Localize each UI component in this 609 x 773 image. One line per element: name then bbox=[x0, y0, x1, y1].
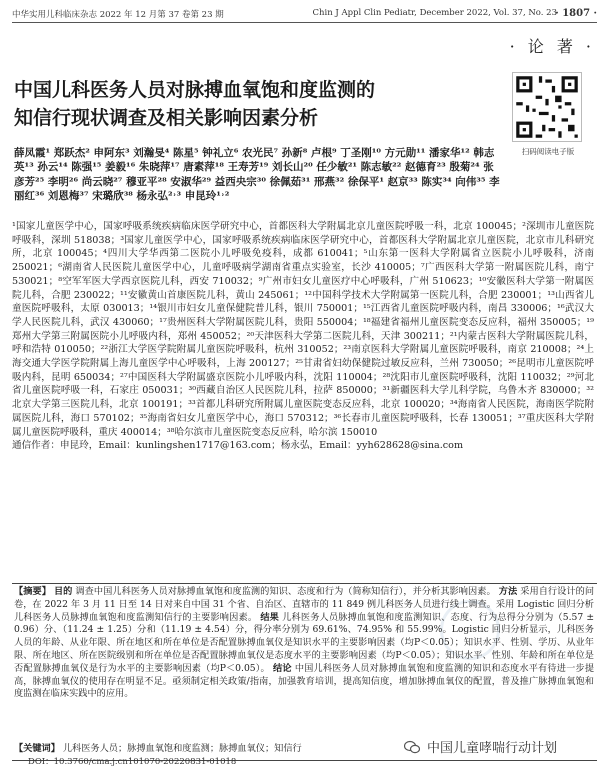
methods-label: 方法 bbox=[498, 586, 518, 597]
results-text: 儿科医务人员脉搏血氧饱和度监测知识、态度、行为总得分分别为（5.57 ± 0.96）分、（11.24 ± 1.25）分和（11.19 ± 4.54）分，得分率分别为 69.61%、74.95% 和 55.99%。Logistic 回归分析显示，儿科医务人员的年龄、从业年限、所在地区和所在单位是否配置脉搏血氧仪是知识水平的主要影响因素（均P＜0.05）；知识水平、性别、学历、从业年限、所在地区、所在医院级别和所在单位是否配置脉搏血氧仪是态度水平的主要影响因素（均P＜0.05）；知识水平、性别、年龄和所在单位是否配置脉搏血氧仪是行为水平的主要影响因素（均P＜0.05）。 bbox=[14, 611, 595, 674]
title-line-2: 知信行现状调查及相关影响因素分析 bbox=[14, 107, 319, 129]
article-title bbox=[14, 76, 454, 132]
qr-code-icon[interactable] bbox=[512, 72, 582, 142]
page-number: · 1807 · bbox=[555, 8, 597, 19]
keywords-label: 【关键词】 bbox=[14, 743, 60, 754]
abstract-label: 【摘要】 bbox=[14, 586, 51, 597]
doi[interactable]: DOI：10.3760/cma.j.cn101070-20220831-01018 bbox=[28, 757, 237, 767]
objective-text: 调查中国儿科医务人员对脉搏血氧饱和度监测的知识、态度和行为（简称知信行），并分析其影响因素。 bbox=[75, 586, 496, 597]
results-label: 结果 bbox=[260, 611, 280, 623]
keywords-text: 儿科医务人员；脉搏血氧饱和度监测；脉搏血氧仪；知信行 bbox=[62, 743, 302, 754]
account-brand: 中国儿童哮喘行动计划 bbox=[427, 741, 558, 756]
qr-caption: 扫码阅读电子版 bbox=[521, 147, 575, 156]
conclusion-label: 结论 bbox=[273, 662, 292, 674]
affiliations-block bbox=[12, 220, 594, 453]
running-header bbox=[12, 8, 597, 22]
title-line-1: 中国儿科医务人员对脉搏血氧饱和度监测的 bbox=[14, 79, 376, 101]
journal-header-cn: 中华实用儿科临床杂志 2022 年 12 月第 37 卷第 23 期 bbox=[12, 10, 224, 20]
abstract bbox=[14, 586, 594, 701]
journal-header-en: Chin J Appl Clin Pediatr, December 2022, Vol. 37, No. 23 bbox=[312, 8, 557, 18]
affiliations: ¹国家儿童医学中心，国家呼吸系统疾病临床医学研究中心，首都医科大学附属北京儿童医院呼吸一科，北京 100045；²深圳市儿童医院呼吸科，深圳 518038；³国家儿童医学中心，国家呼吸系统疾病临床医学研究中心，首都医科大学附属北京儿童医院，北京市儿科研究所，北京 100045；⁴四川大学华西第二医院小儿呼吸免疫科，成都 610041；⁵山东第一医科大学附属省立医院小儿呼吸科，济南 250021；⁶湖南省人民医院儿童医学中心，儿童呼吸病学湖南省重点实验室，长沙 410005；⁷广西医科大学第一附属医院儿科，南宁 530021；⁸空军军医大学西京医院儿科，西安 710032；⁹广州市妇女儿童医疗中心呼吸科，广州 510623；¹⁰安徽医科大学第一附属医院儿科，合肥 230022；¹¹安徽黄山首康医院儿科，黄山 245061；¹²中国科学技术大学附属第一医院儿科，合肥 230001；¹³山西省儿童医院呼吸科，太原 030013；¹⁴银川市妇女儿童保健院普儿科，银川 750001；¹⁵江西省儿童医院呼吸内科，南昌 330006；¹⁶武汉大学人民医院儿科，武汉 430060；¹⁷贵州医科大学附属医院儿科，贵阳 550004；¹⁸福建省福州儿童医院变态反应科，福州 350005；¹⁹郑州大学第三附属医院小儿呼吸内科，郑州 450052；²⁰天津医科大学第二医院儿科，天津 300211；²¹内蒙古医科大学附属医院儿科，呼和浩特 010050；²²浙江大学医学院附属儿童医院呼吸科，杭州 310052；²³南京医科大学附属儿童医院呼吸科，南京 210008；²⁴上海交通大学医学院附属上海儿童医学中心呼吸科，上海 200127；²⁵甘肃省妇幼保健院过敏反应科，兰州 730050；²⁶昆明市儿童医院呼吸内科，昆明 650034；²⁷中国医科大学附属盛京医院小儿呼吸内科，沈阳 110004；²⁸沈阳市儿童医院呼吸科，沈阳 110032；²⁹河北省儿童医院呼吸一科，石家庄 050031；³⁰西藏自治区人民医院儿科，拉萨 850000；³¹新疆医科大学儿科学院，乌鲁木齐 830000；³²北京大学第三医院儿科，北京 100191；³³首都儿科研究所附属儿童医院变态反应科，北京 100020；³⁴海南省人民医院，海南医学院附属医院儿科，海口 570102；³⁵海南省妇女儿童医学中心，海口 570312；³⁶长春市儿童医院呼吸科，长春 130051；³⁷重庆医科大学附属儿童医院呼吸科，重庆 400014；³⁸哈尔滨市儿童医院变态反应科，哈尔滨 150010 bbox=[12, 221, 594, 438]
correspondence: 通信作者：申昆玲，Email：kunlingshen1717@163.com；杨永弘，Email：yyh628628@sina.com bbox=[12, 440, 464, 452]
methods-text: 采用自行设计的问卷，在 2022 年 3 月 11 日至 14 日对来自中国 31 个省、自治区、直辖市的 11 849 例儿科医务人员进行线上调查。采用 Logistic 回归分析儿科医务人员脉搏血氧饱和度监测知信行的主要影响因素。 bbox=[14, 586, 595, 623]
header-rule bbox=[12, 22, 597, 23]
author-list: 薛凤霞¹ 郑跃杰² 申阿东³ 刘瀚旻⁴ 陈星⁵ 钟礼立⁶ 农光民⁷ 孙新⁸ 卢根⁹ 丁圣刚¹⁰ 方元勋¹¹ 潘家华¹² 韩志英¹³ 孙云¹⁴ 陈强¹⁵ 姜毅¹⁶ 朱晓萍¹⁷ 唐素萍¹⁸ 王寿芳¹⁹ 刘长山²⁰ 任少敏²¹ 陈志敏²² 赵德育²³ 殷菊²⁴ 张彦芳²⁵ 李明²⁶ 尚云晓²⁷ 穆亚平²⁸ 安淑华²⁹ 益西央宗³⁰ 徐佩茹³¹ 邢燕³² 徐保平¹ 赵京³³ 陈实³⁴ 向伟³⁵ 李丽红³⁶ 刘恩梅³⁷ 宋璐欣³⁸ 杨永弘²˒³ 申昆玲¹˒² bbox=[14, 147, 500, 202]
conclusion-text: 中国儿科医务人员对脉搏血氧饱和度监测的知识和态度水平有待进一步提高，脉搏血氧仪的使用存在明显不足。亟须制定相关政策/指南，加强教育培训，提高知信度，增加脉搏血氧仪的配置，普及推广脉搏血氧饱和度监测在临床实践中的应用。 bbox=[14, 662, 595, 700]
wechat-icon bbox=[404, 740, 420, 754]
objective-label: 目的 bbox=[53, 586, 73, 597]
column-label: · 论 著 · bbox=[509, 37, 595, 56]
